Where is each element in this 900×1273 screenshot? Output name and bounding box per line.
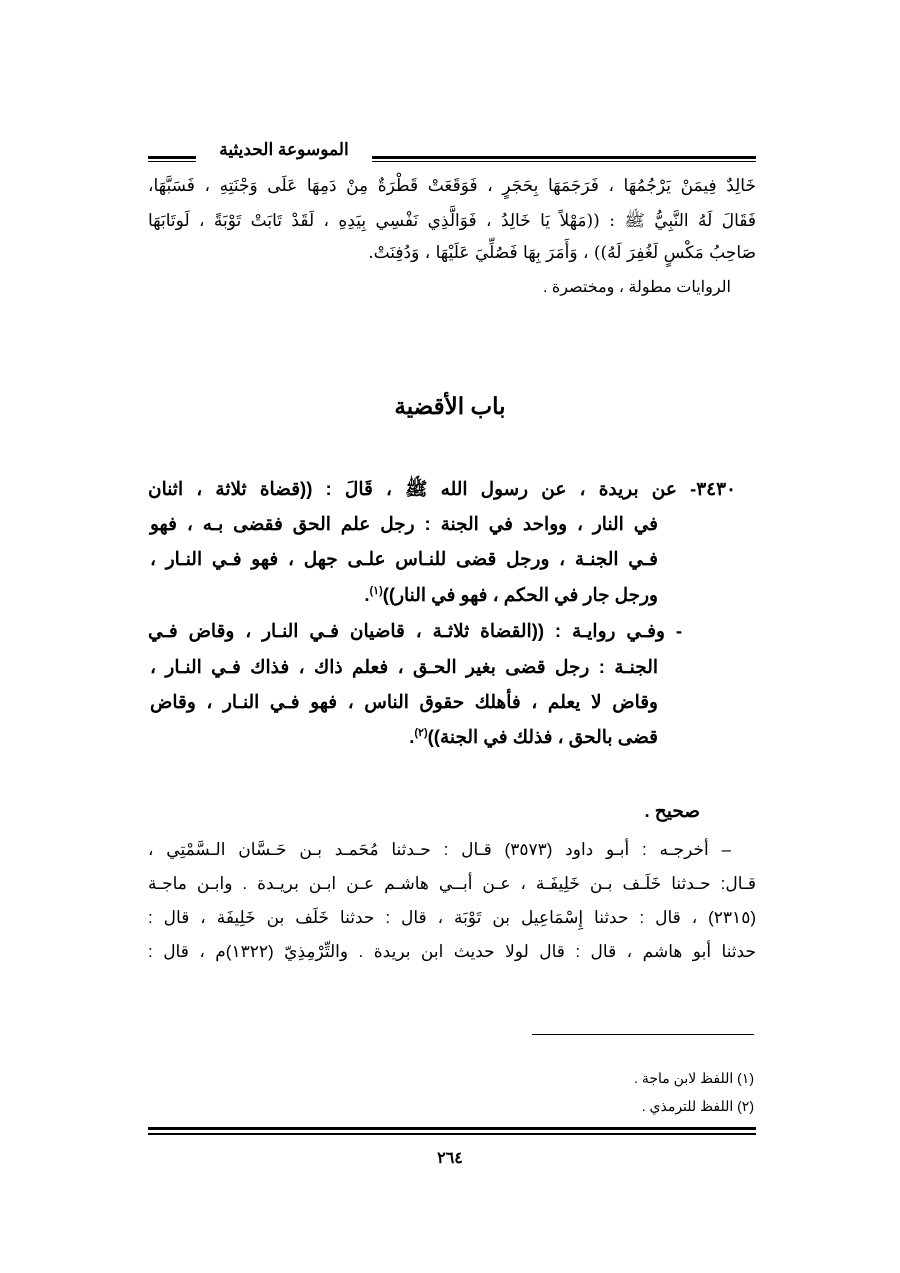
header-rule-long-thin — [372, 161, 756, 162]
hadith-line: الجنـة : رجل قضى بغير الحـق ، فعلم ذاك ، فذاك فـي النـار ، — [150, 656, 658, 677]
hadith-grade: صحيح . — [644, 800, 700, 821]
hadith-line: - وفـي روايـة : ((القضاة ثلاثـة ، قاضيان فـي النـار ، وقاض فـي — [148, 620, 682, 641]
footnote-ref[interactable]: (٢) — [414, 727, 428, 739]
hadith-line: ورجل جار في الحكم ، فهو في النار))$^{(١)}$. — [364, 584, 658, 606]
footer-rule-thin — [148, 1133, 756, 1135]
running-header-title: الموسوعة الحديثية — [219, 140, 349, 159]
hadith-text: قضى بالحق ، فذلك في الجنة)) — [427, 726, 658, 748]
header-rule-long — [372, 156, 756, 159]
takhrij-line: حدثنا أبو هاشم ، قال : قال لولا حديث ابن بريدة . والتِّرْمِذِيّ (١٣٢٢)م ، قال : — [148, 942, 756, 961]
takhrij-line: – أخرجـه : أبـو داود (٣٥٧٣) قـال : حـدثنا مُحَمـد بـن حَـسَّان الـسَّمْتِي ، — [148, 840, 731, 859]
footnote-separator — [532, 1034, 754, 1035]
text-line: الروايات مطولة ، ومختصرة . — [542, 279, 731, 296]
hadith-line: ٣٤٣٠- عن بريدة ، عن رسول الله ﷺ ، قَالَ : ((قضاة ثلاثة ، اثنان — [148, 478, 736, 499]
text-line: فَقَالَ لَهُ النَّبِيُّ ﷺ : ((مَهْلاً يَا خَالِدُ ، فَوَالَّذِي نَفْسِي بِيَدِهِ ، لَقَدْ تَابَتْ تَوْبَةً ، لَوتَابَهَا — [148, 211, 756, 231]
hadith-text: ورجل جار في الحكم ، فهو في النار)) — [382, 584, 658, 606]
footnote-ref[interactable]: (١) — [369, 585, 383, 597]
chapter-title: باب الأقضية — [394, 393, 506, 419]
footer-rule-thick — [148, 1127, 756, 1130]
footnote: (٢) اللفظ للترمذي . — [641, 1098, 754, 1114]
hadith-line: فـي الجنـة ، ورجل قضى للنـاس علـى جهل ، فهو فـي النـار ، — [150, 548, 658, 569]
hadith-line: قضى بالحق ، فذلك في الجنة))$^{(٢)}$. — [409, 726, 658, 748]
text-line: خَالِدٌ فِيمَنْ يَرْجُمُهَا ، فَرَجَمَهَا بِحَجَرٍ ، فَوَقَعَتْ قَطْرَةٌ مِنْ دَمِهَا عَلَى وَجْنَتِهِ ، فَسَبَّهَا، — [148, 176, 756, 196]
footnote: (١) اللفظ لابن ماجة . — [634, 1070, 754, 1086]
hadith-line: في النار ، وواحد في الجنة : رجل علم الحق فقضى بـه ، فهو — [150, 513, 658, 534]
page-number: ٢٦٤ — [437, 1150, 463, 1167]
takhrij-line: قـال: حـدثنا خَلَـف بـن خَلِيفَـة ، عـن أبــي هاشـم عـن ابـن بريـدة . وابـن ماجـة — [148, 874, 756, 893]
header-rule-left-short — [148, 156, 196, 159]
header-rule-left-short-thin — [148, 161, 196, 162]
text-line: صَاحِبُ مَكْسٍ لَغُفِرَ لَهُ)) ، وَأَمَرَ بِهَا فَصُلِّيَ عَلَيْهَا ، وَدُفِنَتْ. — [368, 243, 756, 263]
takhrij-line: (٢٣١٥) ، قال : حدثنا إِسْمَاعِيل بن تَوْبَة ، قال : حدثنا خَلَف بن خَلِيفَة ، قال : — [148, 908, 756, 927]
hadith-line: وقاض لا يعلم ، فأهلك حقوق الناس ، فهو فـي النـار ، وقاض — [150, 691, 658, 712]
